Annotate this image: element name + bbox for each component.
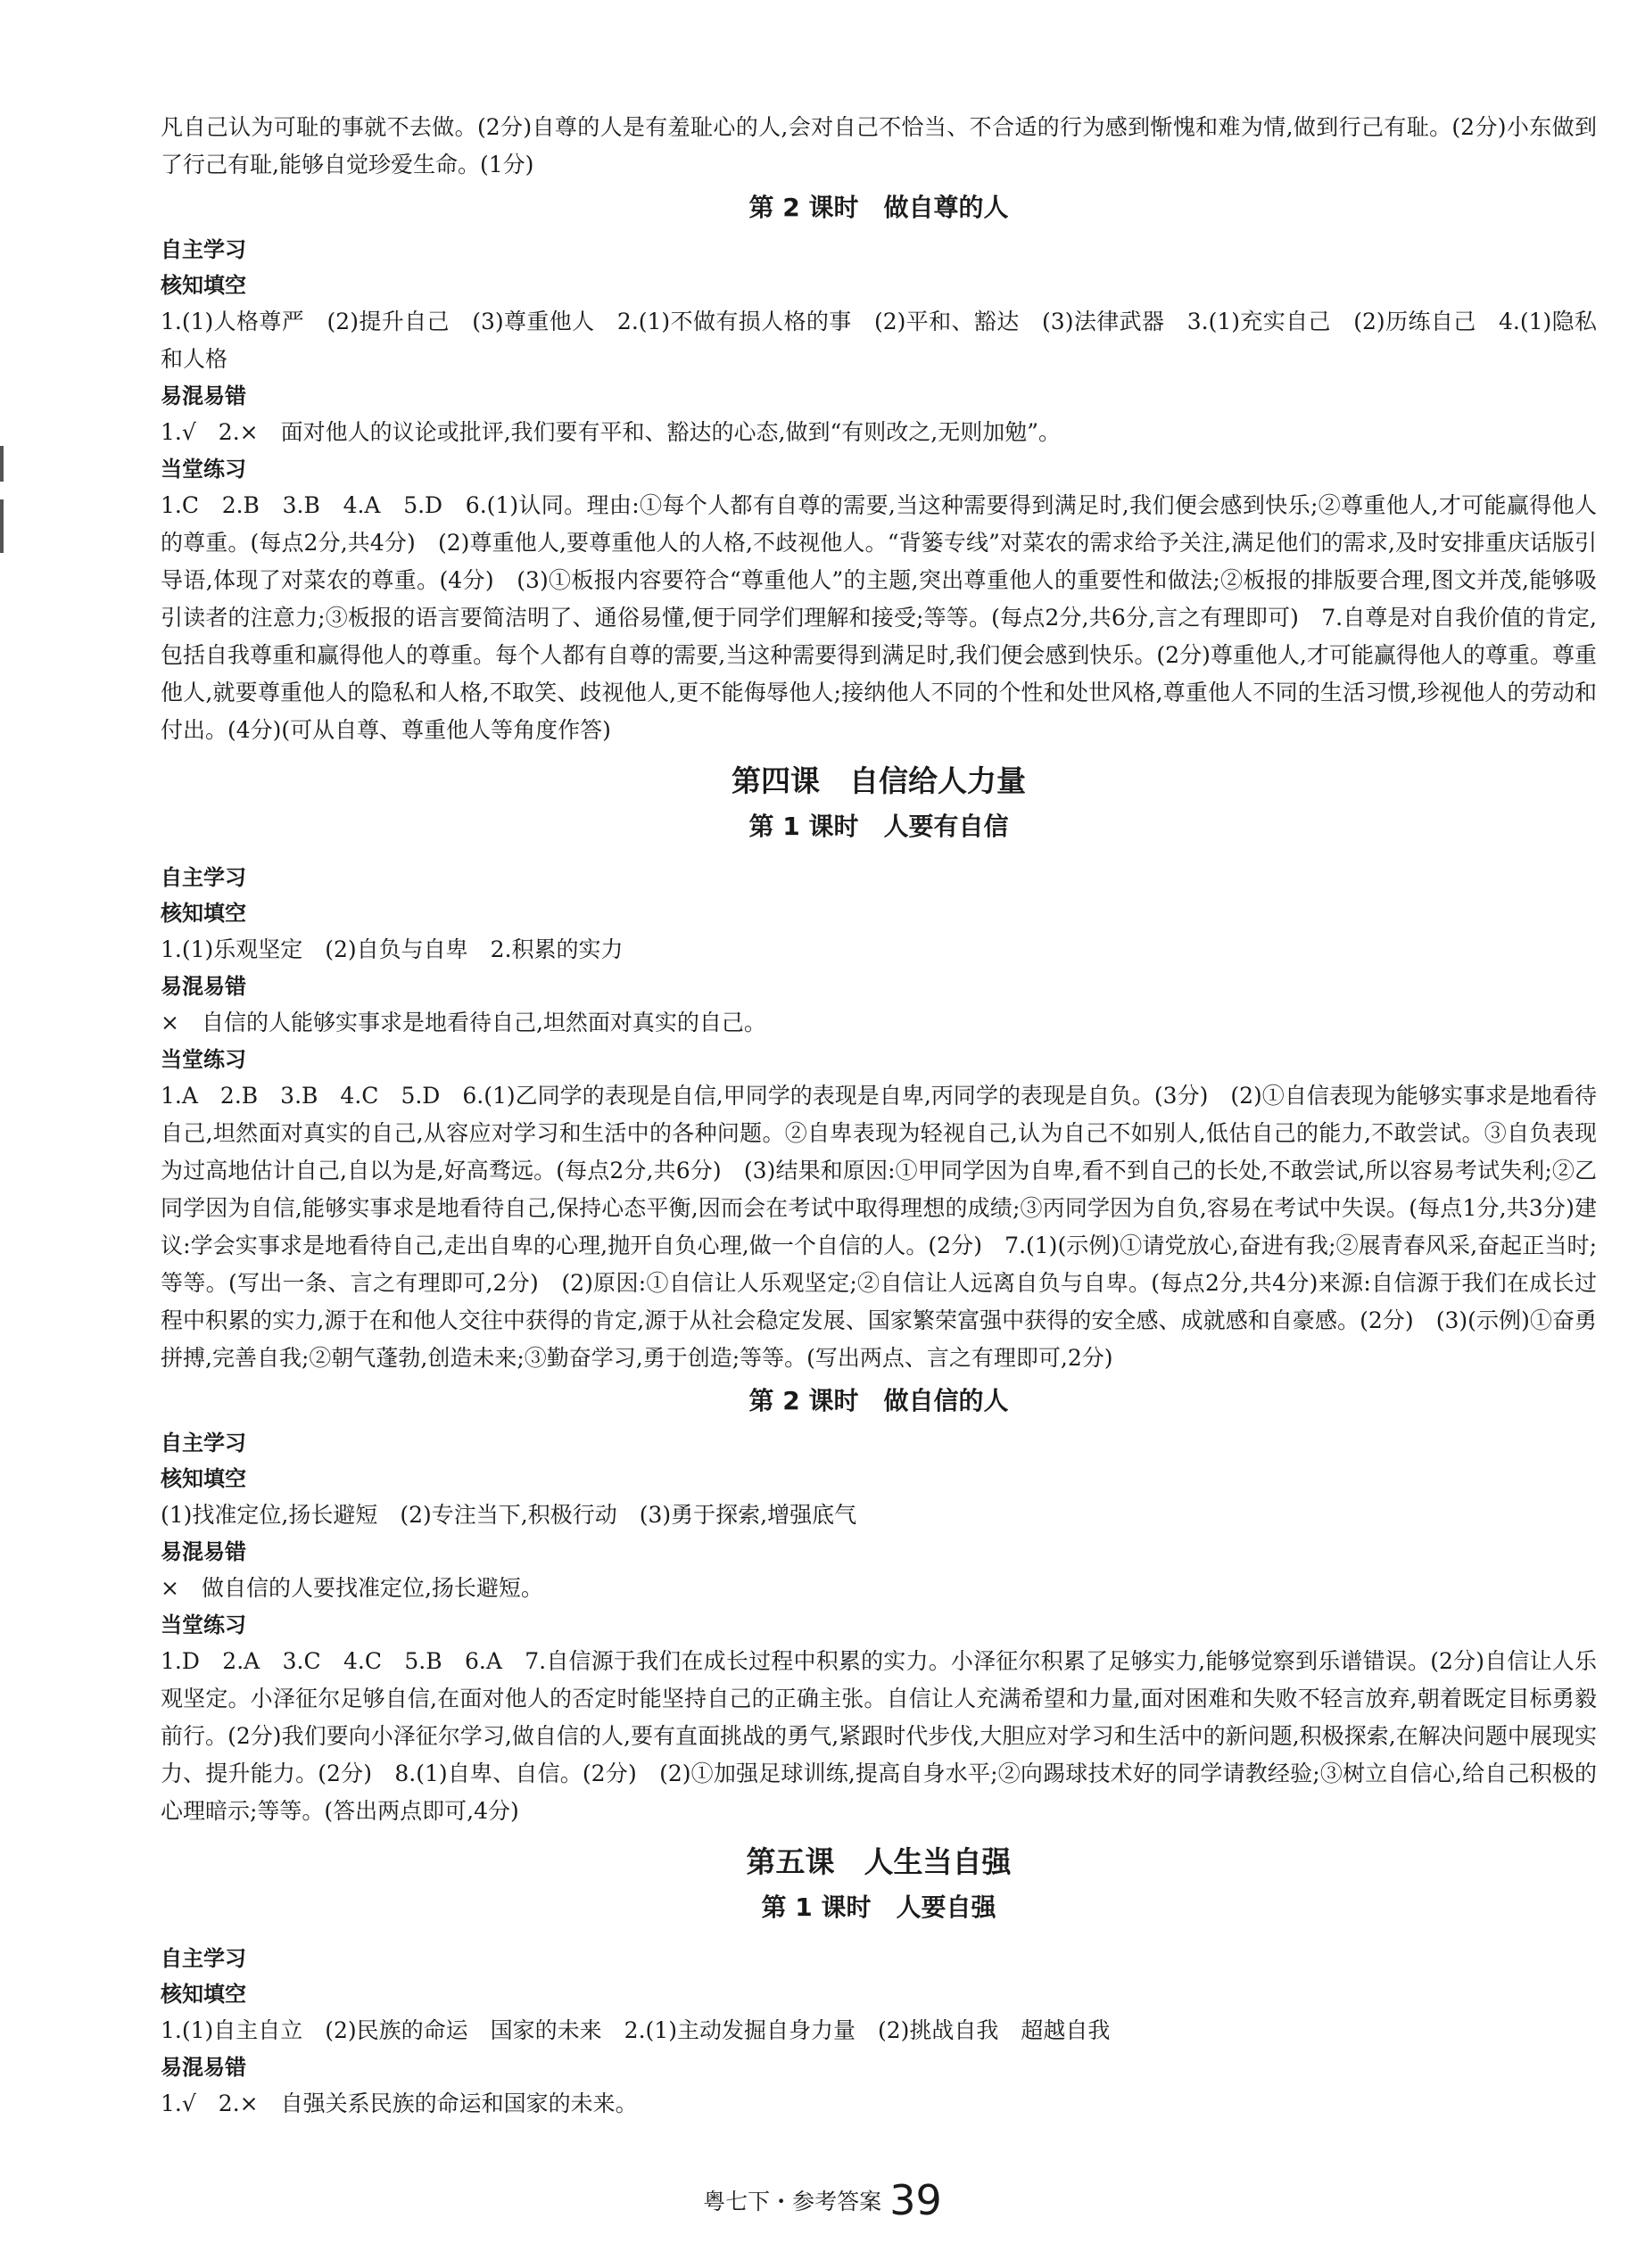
binding-edge-mark [0, 499, 4, 553]
section-label: 易混易错 [161, 974, 246, 999]
section-label: 核知填空 [161, 1466, 246, 1491]
error-answers: 1.√ 2.× 面对他人的议论或批评,我们要有平和、豁达的心态,做到“有则改之,无则加勉”。 [161, 419, 1061, 445]
fill-answers: (1)找准定位,扬长避短 (2)专注当下,积极行动 (3)勇于探索,增强底气 [161, 1502, 857, 1528]
section-label: 核知填空 [161, 901, 246, 926]
section-label: 当堂练习 [161, 1047, 246, 1072]
section-label: 自主学习 [161, 1946, 246, 1971]
answer-page [161, 109, 1597, 2123]
error-answers: 1.√ 2.× 自强关系民族的命运和国家的未来。 [161, 2091, 638, 2116]
period-title: 第 1 课时 人要有自信 [748, 812, 1009, 841]
lesson-title: 第四课 自信给人力量 [732, 763, 1026, 798]
lesson-title: 第五课 人生当自强 [746, 1844, 1012, 1879]
period-title: 第 2 课时 做自尊的人 [748, 193, 1009, 222]
practice-answers: 1.A 2.B 3.B 4.C 5.D 6.(1)乙同学的表现是自信,甲同学的表现是自卑,丙同学的表现是自负。(3分) (2)①自信表现为能够实事求是地看待自己,坦然面对真实的自己,从容应对学习和生活中的各种问题。②自卑表现为轻视自己,认为自己不如别人,低估自己的能力,不敢尝试。③自负表现为过高地估计自己,自以为是,好高骛远。(每点2分,共6分) (3)结果和原因:①甲同学因为自卑,看不到自己的长处,不敢尝试,所以容易考试失利;②乙同学因为自信,能够实事求是地看待自己,保持心态平衡,因而会在考试中取得理想的成绩;③丙同学因为自负,容易在考试中失误。(每点1分,共3分)建议:学会实事求是地看待自己,走出自卑的心理,抛开自负心理,做一个自信的人。(2分) 7.(1)(示例)①请党放心,奋进有我;②展青春风采,奋起正当时;等等。(写出一条、言之有理即可,2分) (2)原因:①自信让人乐观坚定;②自信让人远离自负与自卑。(每点2分,共4分)来源:自信源于我们在成长过程中积累的实力,源于在和他人交往中获得的肯定,源于从社会稳定发展、国家繁荣富强中获得的安全感、成就感和自豪感。(2分) (3)(示例)①奋勇拼搏,完善自我;②朝气蓬勃,创造未来;③勤奋学习,勇于创造;等等。(写出两点、言之有理即可,2分) [161, 1083, 1597, 1371]
section-label: 自主学习 [161, 1431, 246, 1456]
section-label: 当堂练习 [161, 457, 246, 482]
period-title: 第 2 课时 做自信的人 [748, 1386, 1009, 1415]
section-label: 易混易错 [161, 2055, 246, 2080]
section-label: 核知填空 [161, 1982, 246, 2007]
page-footer [0, 2176, 1645, 2224]
intro-paragraph: 凡自己认为可耻的事就不去做。(2分)自尊的人是有羞耻心的人,会对自己不恰当、不合适的行为感到惭愧和难为情,做到行己有耻。(2分)小东做到了行己有耻,能够自觉珍爱生命。(1分) [161, 114, 1597, 177]
fill-answers: 1.(1)自主自立 (2)民族的命运 国家的未来 2.(1)主动发掘自身力量 (2)挑战自我 超越自我 [161, 2017, 1111, 2043]
section-label: 核知填空 [161, 273, 246, 298]
footer-label: 粤七下・参考答案 [703, 2189, 882, 2214]
page-number: 39 [889, 2176, 942, 2224]
fill-answers: 1.(1)人格尊严 (2)提升自己 (3)尊重他人 2.(1)不做有损人格的事 (2)平和、豁达 (3)法律武器 3.(1)充实自己 (2)历练自己 4.(1)隐私和人格 [161, 309, 1597, 372]
error-answers: × 自信的人能够实事求是地看待自己,坦然面对真实的自己。 [161, 1010, 766, 1035]
section-label: 自主学习 [161, 865, 246, 890]
section-label: 易混易错 [161, 383, 246, 408]
section-label: 当堂练习 [161, 1612, 246, 1637]
practice-answers: 1.D 2.A 3.C 4.C 5.B 6.A 7.自信源于我们在成长过程中积累的实力。小泽征尔积累了足够实力,能够觉察到乐谱错误。(2分)自信让人乐观坚定。小泽征尔足够自信,在面对他人的否定时能坚持自己的正确主张。自信让人充满希望和力量,面对困难和失败不轻言放弃,朝着既定目标勇毅前行。(2分)我们要向小泽征尔学习,做自信的人,要有直面挑战的勇气,紧跟时代步伐,大胆应对学习和生活中的新问题,积极探索,在解决问题中展现实力、提升能力。(2分) 8.(1)自卑、自信。(2分) (2)①加强足球训练,提高自身水平;②向踢球技术好的同学请教经验;③树立自信心,给自己积极的心理暗示;等等。(答出两点即可,4分) [161, 1648, 1597, 1824]
period-title: 第 1 课时 人要自强 [761, 1893, 996, 1922]
section-label: 自主学习 [161, 237, 246, 262]
practice-answers: 1.C 2.B 3.B 4.A 5.D 6.(1)认同。理由:①每个人都有自尊的需要,当这种需要得到满足时,我们便会感到快乐;②尊重他人,才可能赢得他人的尊重。(每点2分,共4分) (2)尊重他人,要尊重他人的人格,不歧视他人。“背篓专线”对菜农的需求给予关注,满足他们的需求,及时安排重庆话版引导语,体现了对菜农的尊重。(4分) (3)①板报内容要符合“尊重他人”的主题,突出尊重他人的重要性和做法;②板报的排版要合理,图文并茂,能够吸引读者的注意力;③板报的语言要简洁明了、通俗易懂,便于同学们理解和接受;等等。(每点2分,共6分,言之有理即可) 7.自尊是对自我价值的肯定,包括自我尊重和赢得他人的尊重。每个人都有自尊的需要,当这种需要得到满足时,我们便会感到快乐。(2分)尊重他人,才可能赢得他人的尊重。尊重他人,就要尊重他人的隐私和人格,不取笑、歧视他人,更不能侮辱他人;接纳他人不同的个性和处世风格,尊重他人不同的生活习惯,珍视他人的劳动和付出。(4分)(可从自尊、尊重他人等角度作答) [161, 492, 1597, 743]
section-label: 易混易错 [161, 1539, 246, 1564]
fill-answers: 1.(1)乐观坚定 (2)自负与自卑 2.积累的实力 [161, 936, 624, 962]
binding-edge-mark [0, 446, 4, 482]
error-answers: × 做自信的人要找准定位,扬长避短。 [161, 1575, 543, 1601]
